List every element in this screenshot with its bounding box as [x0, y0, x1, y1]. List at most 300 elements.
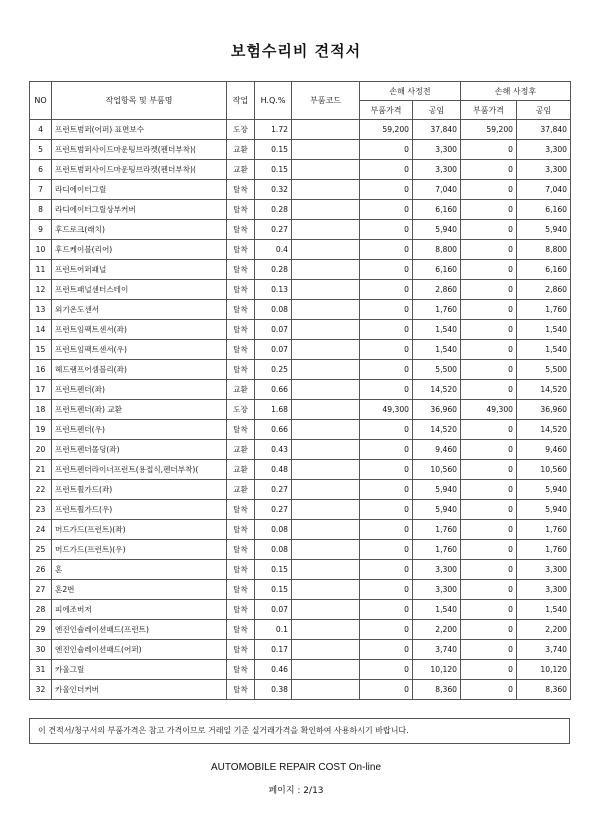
- cell-after-part-price: 0: [461, 460, 517, 480]
- cell-before-part-price: 0: [360, 520, 413, 540]
- cell-before-part-price: 0: [360, 620, 413, 640]
- cell-hq: 0.15: [255, 160, 292, 180]
- cell-after-part-price: 0: [461, 260, 517, 280]
- cell-item-name: 프런트펜더몰딩(좌): [52, 440, 227, 460]
- header-hq: H.Q.%: [255, 82, 292, 120]
- cell-before-labor: 1,760: [413, 540, 461, 560]
- table-row: [30, 140, 571, 160]
- cell-no: 22: [30, 480, 52, 500]
- cell-work-type: 탈착: [227, 340, 255, 360]
- cell-hq: 0.08: [255, 300, 292, 320]
- cell-before-part-price: 0: [360, 540, 413, 560]
- cell-work-type: 교환: [227, 140, 255, 160]
- header-work: 작업: [227, 82, 255, 120]
- cell-hq: 0.13: [255, 280, 292, 300]
- table-row: [30, 220, 571, 240]
- cell-before-part-price: 0: [360, 640, 413, 660]
- cell-before-labor: 3,300: [413, 580, 461, 600]
- cell-before-part-price: 0: [360, 660, 413, 680]
- table-row: [30, 560, 571, 580]
- cell-after-part-price: 59,200: [461, 120, 517, 140]
- header-after-assessment: 손해 사정후: [461, 82, 571, 101]
- cell-hq: 0.15: [255, 560, 292, 580]
- table-row: [30, 180, 571, 200]
- cell-work-type: 탈착: [227, 580, 255, 600]
- cell-after-labor: 14,520: [517, 420, 571, 440]
- cell-after-labor: 9,460: [517, 440, 571, 460]
- cell-no: 10: [30, 240, 52, 260]
- cell-before-part-price: 0: [360, 380, 413, 400]
- table-header: [30, 82, 571, 120]
- cell-no: 32: [30, 680, 52, 700]
- cell-part-code: [292, 320, 360, 340]
- cell-work-type: 교환: [227, 160, 255, 180]
- cell-after-labor: 3,740: [517, 640, 571, 660]
- table-row: [30, 440, 571, 460]
- cell-after-part-price: 0: [461, 640, 517, 660]
- cell-part-code: [292, 160, 360, 180]
- cell-before-part-price: 0: [360, 260, 413, 280]
- cell-work-type: 탈착: [227, 560, 255, 580]
- cell-part-code: [292, 120, 360, 140]
- cell-part-code: [292, 640, 360, 660]
- cell-hq: 0.43: [255, 440, 292, 460]
- cell-before-labor: 3,300: [413, 160, 461, 180]
- cell-work-type: 탈착: [227, 680, 255, 700]
- cell-after-part-price: 0: [461, 220, 517, 240]
- cell-hq: 0.15: [255, 580, 292, 600]
- cell-after-part-price: 0: [461, 480, 517, 500]
- table-body: [30, 120, 571, 700]
- cell-hq: 1.68: [255, 400, 292, 420]
- cell-after-part-price: 0: [461, 440, 517, 460]
- cell-after-part-price: 0: [461, 540, 517, 560]
- cell-after-part-price: 0: [461, 140, 517, 160]
- cell-no: 15: [30, 340, 52, 360]
- footer-title: AUTOMOBILE REPAIR COST On-line: [210, 762, 382, 773]
- cell-no: 17: [30, 380, 52, 400]
- cell-after-labor: 6,160: [517, 200, 571, 220]
- cell-part-code: [292, 420, 360, 440]
- cell-before-labor: 9,460: [413, 440, 461, 460]
- cell-item-name: 프런트임팩트센서(우): [52, 340, 227, 360]
- cell-before-labor: 37,840: [413, 120, 461, 140]
- cell-part-code: [292, 620, 360, 640]
- cell-item-name: 후드케이블(리어): [52, 240, 227, 260]
- header-before-part-price: 부품가격: [360, 101, 413, 120]
- cell-work-type: 도장: [227, 120, 255, 140]
- table-row: [30, 380, 571, 400]
- cell-after-labor: 5,500: [517, 360, 571, 380]
- cell-before-labor: 8,800: [413, 240, 461, 260]
- cell-part-code: [292, 340, 360, 360]
- cell-before-labor: 5,500: [413, 360, 461, 380]
- cell-before-labor: 5,940: [413, 480, 461, 500]
- cell-hq: 0.28: [255, 200, 292, 220]
- cell-hq: 0.32: [255, 180, 292, 200]
- cell-hq: 0.27: [255, 480, 292, 500]
- cell-hq: 0.1: [255, 620, 292, 640]
- cell-item-name: 피에조버저: [52, 600, 227, 620]
- cell-part-code: [292, 560, 360, 580]
- table-row: [30, 600, 571, 620]
- cell-no: 12: [30, 280, 52, 300]
- table-row: [30, 500, 571, 520]
- cell-hq: 0.07: [255, 320, 292, 340]
- header-after-part-price: 부품가격: [461, 101, 517, 120]
- cell-item-name: 프런트범퍼사이드마운팅브라켓(펜더부착)(: [52, 160, 227, 180]
- cell-hq: 1.72: [255, 120, 292, 140]
- cell-after-labor: 1,540: [517, 320, 571, 340]
- table-row: [30, 300, 571, 320]
- cell-part-code: [292, 380, 360, 400]
- cell-after-labor: 3,300: [517, 560, 571, 580]
- cell-part-code: [292, 480, 360, 500]
- table-row: [30, 520, 571, 540]
- cell-hq: 0.07: [255, 340, 292, 360]
- cell-before-labor: 1,540: [413, 600, 461, 620]
- cell-before-labor: 14,520: [413, 380, 461, 400]
- cell-work-type: 탈착: [227, 320, 255, 340]
- cell-before-labor: 14,520: [413, 420, 461, 440]
- cell-after-labor: 5,940: [517, 220, 571, 240]
- cell-after-part-price: 0: [461, 500, 517, 520]
- cell-part-code: [292, 280, 360, 300]
- table-row: [30, 240, 571, 260]
- table-row: [30, 400, 571, 420]
- table-row: [30, 620, 571, 640]
- table-row: [30, 200, 571, 220]
- cell-after-labor: 8,360: [517, 680, 571, 700]
- cell-work-type: 탈착: [227, 360, 255, 380]
- cell-before-labor: 5,940: [413, 220, 461, 240]
- cell-part-code: [292, 460, 360, 480]
- cell-after-part-price: 0: [461, 660, 517, 680]
- cell-no: 23: [30, 500, 52, 520]
- cell-part-code: [292, 220, 360, 240]
- cell-work-type: 탈착: [227, 640, 255, 660]
- cell-hq: 0.46: [255, 660, 292, 680]
- cell-after-labor: 2,200: [517, 620, 571, 640]
- cell-before-part-price: 0: [360, 300, 413, 320]
- cell-before-part-price: 0: [360, 360, 413, 380]
- cell-no: 27: [30, 580, 52, 600]
- estimate-table: [29, 81, 571, 700]
- cell-work-type: 탈착: [227, 260, 255, 280]
- cell-work-type: 탈착: [227, 540, 255, 560]
- table-row: [30, 340, 571, 360]
- cell-work-type: 도장: [227, 400, 255, 420]
- cell-work-type: 탈착: [227, 240, 255, 260]
- table-row: [30, 660, 571, 680]
- cell-item-name: 프런트어퍼패널: [52, 260, 227, 280]
- cell-after-labor: 5,940: [517, 480, 571, 500]
- cell-after-labor: 10,560: [517, 460, 571, 480]
- cell-item-name: 프런트펜더(좌) 교환: [52, 400, 227, 420]
- cell-work-type: 탈착: [227, 620, 255, 640]
- cell-no: 21: [30, 460, 52, 480]
- cell-work-type: 탈착: [227, 280, 255, 300]
- cell-before-labor: 7,040: [413, 180, 461, 200]
- cell-item-name: 프런트범퍼사이드마운팅브라켓(펜더부착)(: [52, 140, 227, 160]
- cell-item-name: 엔진인슐레이션패드(어퍼): [52, 640, 227, 660]
- cell-hq: 0.08: [255, 520, 292, 540]
- cell-before-labor: 6,160: [413, 260, 461, 280]
- cell-no: 13: [30, 300, 52, 320]
- cell-no: 19: [30, 420, 52, 440]
- cell-part-code: [292, 260, 360, 280]
- cell-hq: 0.27: [255, 220, 292, 240]
- cell-before-labor: 1,540: [413, 320, 461, 340]
- cell-hq: 0.25: [255, 360, 292, 380]
- cell-before-labor: 1,760: [413, 300, 461, 320]
- cell-part-code: [292, 680, 360, 700]
- cell-item-name: 프런트휠가드(우): [52, 500, 227, 520]
- cell-part-code: [292, 540, 360, 560]
- cell-item-name: 프런트휠가드(좌): [52, 480, 227, 500]
- cell-before-labor: 10,120: [413, 660, 461, 680]
- cell-after-labor: 1,760: [517, 300, 571, 320]
- table-row: [30, 360, 571, 380]
- cell-item-name: 헤드램프어셈블리(좌): [52, 360, 227, 380]
- cell-after-part-price: 0: [461, 520, 517, 540]
- cell-before-part-price: 0: [360, 420, 413, 440]
- cell-item-name: 카울인더커버: [52, 680, 227, 700]
- cell-no: 18: [30, 400, 52, 420]
- cell-part-code: [292, 200, 360, 220]
- cell-item-name: 엔진인슐레이션패드(프런트): [52, 620, 227, 640]
- table-row: [30, 480, 571, 500]
- cell-work-type: 교환: [227, 440, 255, 460]
- cell-part-code: [292, 300, 360, 320]
- cell-after-labor: 3,300: [517, 140, 571, 160]
- table-row: [30, 640, 571, 660]
- cell-item-name: 라디에이터그릴상부커버: [52, 200, 227, 220]
- cell-after-part-price: 0: [461, 160, 517, 180]
- header-no: NO: [30, 82, 52, 120]
- cell-hq: 0.4: [255, 240, 292, 260]
- cell-before-labor: 1,760: [413, 520, 461, 540]
- cell-item-name: 혼: [52, 560, 227, 580]
- cell-work-type: 탈착: [227, 500, 255, 520]
- cell-work-type: 탈착: [227, 300, 255, 320]
- cell-no: 25: [30, 540, 52, 560]
- cell-item-name: 프런트범퍼(어퍼) 표면보수: [52, 120, 227, 140]
- cell-part-code: [292, 400, 360, 420]
- cell-after-part-price: 0: [461, 240, 517, 260]
- cell-work-type: 탈착: [227, 220, 255, 240]
- cell-item-name: 혼2번: [52, 580, 227, 600]
- cell-before-part-price: 0: [360, 580, 413, 600]
- cell-part-code: [292, 140, 360, 160]
- cell-no: 6: [30, 160, 52, 180]
- cell-hq: 0.48: [255, 460, 292, 480]
- cell-after-part-price: 0: [461, 560, 517, 580]
- table-row: [30, 460, 571, 480]
- cell-work-type: 탈착: [227, 180, 255, 200]
- cell-after-labor: 3,300: [517, 160, 571, 180]
- cell-before-part-price: 49,300: [360, 400, 413, 420]
- cell-item-name: 프런트임팩트센서(좌): [52, 320, 227, 340]
- table-row: [30, 680, 571, 700]
- cell-item-name: 후드로크(래치): [52, 220, 227, 240]
- cell-before-labor: 3,740: [413, 640, 461, 660]
- cell-before-part-price: 0: [360, 280, 413, 300]
- cell-before-part-price: 0: [360, 460, 413, 480]
- cell-after-labor: 1,540: [517, 600, 571, 620]
- cell-hq: 0.17: [255, 640, 292, 660]
- cell-no: 16: [30, 360, 52, 380]
- cell-work-type: 탈착: [227, 660, 255, 680]
- page-number: 페이지 : 2/13: [268, 786, 324, 796]
- cell-item-name: 라디에이터그릴: [52, 180, 227, 200]
- cell-before-part-price: 0: [360, 320, 413, 340]
- cell-item-name: 카울그릴: [52, 660, 227, 680]
- price-notice: 이 견적서/청구서의 부품가격은 참고 가격이므로 거래일 기준 실거래가격을 확인하여 사용하시기 바랍니다.: [29, 718, 570, 744]
- cell-part-code: [292, 600, 360, 620]
- cell-before-part-price: 0: [360, 220, 413, 240]
- cell-before-labor: 3,300: [413, 140, 461, 160]
- cell-after-part-price: 0: [461, 340, 517, 360]
- cell-no: 26: [30, 560, 52, 580]
- cell-item-name: 머드가드(프런트)(좌): [52, 520, 227, 540]
- cell-after-labor: 1,540: [517, 340, 571, 360]
- cell-before-part-price: 0: [360, 500, 413, 520]
- cell-after-labor: 36,960: [517, 400, 571, 420]
- cell-part-code: [292, 440, 360, 460]
- cell-before-labor: 8,360: [413, 680, 461, 700]
- cell-before-part-price: 0: [360, 180, 413, 200]
- cell-after-labor: 3,300: [517, 580, 571, 600]
- cell-no: 30: [30, 640, 52, 660]
- cell-before-part-price: 0: [360, 340, 413, 360]
- cell-no: 4: [30, 120, 52, 140]
- header-before-assessment: 손해 사정전: [360, 82, 461, 101]
- cell-work-type: 탈착: [227, 520, 255, 540]
- cell-after-labor: 8,800: [517, 240, 571, 260]
- table-row: [30, 160, 571, 180]
- cell-part-code: [292, 360, 360, 380]
- table-row: [30, 540, 571, 560]
- cell-before-part-price: 0: [360, 440, 413, 460]
- cell-hq: 0.66: [255, 380, 292, 400]
- document-title: 보험수리비 견적서: [230, 42, 362, 60]
- cell-after-labor: 14,520: [517, 380, 571, 400]
- cell-before-part-price: 0: [360, 480, 413, 500]
- cell-after-part-price: 0: [461, 280, 517, 300]
- cell-no: 20: [30, 440, 52, 460]
- cell-hq: 0.38: [255, 680, 292, 700]
- table-row: [30, 120, 571, 140]
- cell-hq: 0.28: [255, 260, 292, 280]
- cell-hq: 0.08: [255, 540, 292, 560]
- cell-item-name: 머드가드(프런트)(우): [52, 540, 227, 560]
- table-row: [30, 320, 571, 340]
- cell-after-part-price: 0: [461, 420, 517, 440]
- cell-after-part-price: 0: [461, 300, 517, 320]
- cell-hq: 0.66: [255, 420, 292, 440]
- cell-before-labor: 1,540: [413, 340, 461, 360]
- header-part-code: 부품코드: [292, 82, 360, 120]
- cell-item-name: 프런트펜더(좌): [52, 380, 227, 400]
- cell-no: 8: [30, 200, 52, 220]
- cell-after-part-price: 0: [461, 180, 517, 200]
- cell-after-labor: 7,040: [517, 180, 571, 200]
- cell-before-part-price: 0: [360, 140, 413, 160]
- cell-before-labor: 5,940: [413, 500, 461, 520]
- cell-before-labor: 10,560: [413, 460, 461, 480]
- table-row: [30, 580, 571, 600]
- cell-after-part-price: 0: [461, 320, 517, 340]
- cell-before-part-price: 0: [360, 680, 413, 700]
- cell-after-labor: 10,120: [517, 660, 571, 680]
- cell-before-labor: 3,300: [413, 560, 461, 580]
- cell-item-name: 프런트패널센터스테이: [52, 280, 227, 300]
- cell-after-labor: 2,860: [517, 280, 571, 300]
- cell-after-labor: 1,760: [517, 540, 571, 560]
- header-before-labor: 공임: [413, 101, 461, 120]
- cell-after-part-price: 0: [461, 380, 517, 400]
- cell-after-part-price: 0: [461, 600, 517, 620]
- cell-work-type: 탈착: [227, 420, 255, 440]
- cell-work-type: 교환: [227, 380, 255, 400]
- cell-hq: 0.27: [255, 500, 292, 520]
- cell-hq: 0.07: [255, 600, 292, 620]
- cell-no: 7: [30, 180, 52, 200]
- cell-before-part-price: 0: [360, 200, 413, 220]
- cell-after-part-price: 0: [461, 580, 517, 600]
- cell-no: 11: [30, 260, 52, 280]
- cell-part-code: [292, 500, 360, 520]
- cell-no: 28: [30, 600, 52, 620]
- cell-item-name: 프런트펜더라이너프런트(용접식,펜더부착)(: [52, 460, 227, 480]
- cell-item-name: 외기온도센서: [52, 300, 227, 320]
- cell-before-part-price: 0: [360, 560, 413, 580]
- cell-part-code: [292, 180, 360, 200]
- header-item: 작업항목 및 부품명: [52, 82, 227, 120]
- cell-no: 31: [30, 660, 52, 680]
- header-after-labor: 공임: [517, 101, 571, 120]
- cell-before-part-price: 59,200: [360, 120, 413, 140]
- cell-work-type: 교환: [227, 460, 255, 480]
- cell-before-labor: 6,160: [413, 200, 461, 220]
- cell-item-name: 프런트펜더(우): [52, 420, 227, 440]
- cell-part-code: [292, 660, 360, 680]
- cell-no: 14: [30, 320, 52, 340]
- cell-part-code: [292, 520, 360, 540]
- cell-part-code: [292, 240, 360, 260]
- cell-after-part-price: 49,300: [461, 400, 517, 420]
- cell-no: 9: [30, 220, 52, 240]
- cell-before-labor: 2,200: [413, 620, 461, 640]
- cell-no: 29: [30, 620, 52, 640]
- cell-before-part-price: 0: [360, 600, 413, 620]
- table-row: [30, 420, 571, 440]
- table-row: [30, 260, 571, 280]
- cell-after-part-price: 0: [461, 620, 517, 640]
- cell-work-type: 탈착: [227, 200, 255, 220]
- cell-after-labor: 6,160: [517, 260, 571, 280]
- cell-work-type: 탈착: [227, 600, 255, 620]
- cell-before-part-price: 0: [360, 160, 413, 180]
- cell-before-labor: 36,960: [413, 400, 461, 420]
- cell-after-part-price: 0: [461, 360, 517, 380]
- cell-no: 24: [30, 520, 52, 540]
- table-row: [30, 280, 571, 300]
- cell-hq: 0.15: [255, 140, 292, 160]
- cell-before-labor: 2,860: [413, 280, 461, 300]
- cell-part-code: [292, 580, 360, 600]
